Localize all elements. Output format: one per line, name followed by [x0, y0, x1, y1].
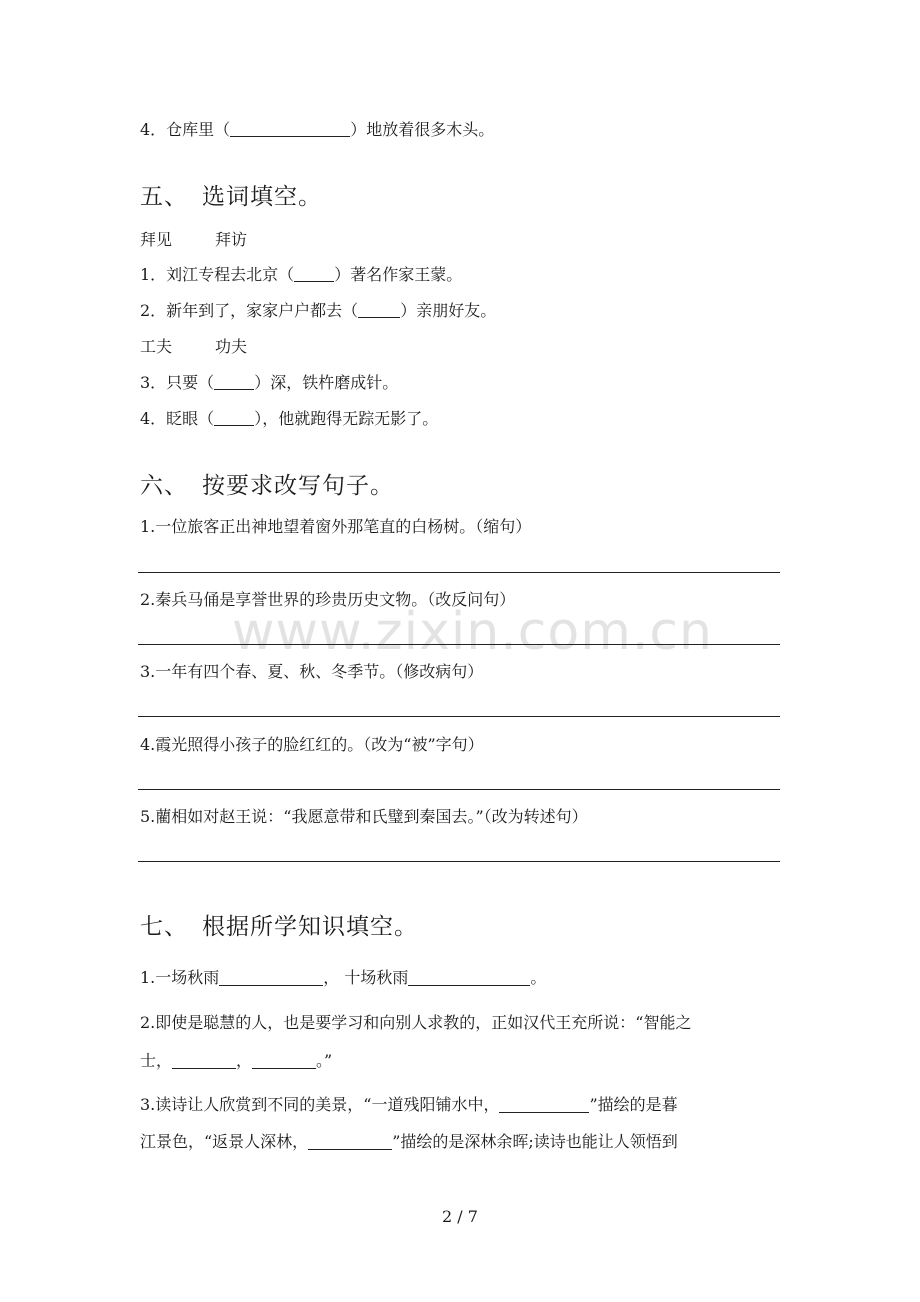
fill-question: [140, 1094, 678, 1116]
question-text: 江景色，“返景人深林，: [140, 1132, 309, 1151]
question-text: 1．刘江专程去北京（: [140, 265, 295, 284]
fill-question: [140, 967, 546, 989]
fill-question: [140, 1050, 332, 1072]
answer-blank[interactable]: [214, 375, 254, 390]
word-option: 工夫: [140, 337, 173, 356]
word-option: 功夫: [215, 337, 248, 356]
question-text: ）深，铁杵磨成针。: [254, 373, 399, 392]
question-text: 4．仓库里（: [140, 120, 231, 139]
page-number: 2 / 7: [442, 1207, 478, 1226]
answer-line[interactable]: [138, 716, 780, 717]
question-text: ，: [236, 1051, 253, 1070]
watermark: www.zixin.com.cn: [232, 602, 713, 662]
question-text: ）亲朋好友。: [400, 301, 497, 320]
question-text: ”描绘的是深林余晖;读诗也能让人领悟到: [392, 1132, 678, 1151]
answer-blank[interactable]: [358, 303, 400, 318]
question-text: 1.一场秋雨: [140, 968, 220, 987]
fill-question: [140, 372, 398, 394]
answer-blank[interactable]: [499, 1096, 589, 1113]
answer-line[interactable]: [138, 789, 780, 790]
answer-line[interactable]: [138, 861, 780, 862]
question-text: 。: [530, 968, 547, 987]
question-text: ”描绘的是暮: [589, 1095, 678, 1114]
fill-question: [140, 1131, 678, 1153]
rewrite-question: 2.秦兵马俑是享誉世界的珍贵历史文物。（改反问句）: [140, 590, 516, 609]
section-title: 按要求改写句子。: [202, 473, 394, 499]
question-text: 2．新年到了，家家户户都去（: [140, 301, 359, 320]
section-number: 六、: [140, 473, 188, 499]
fill-question-4: [140, 119, 494, 141]
fill-question-line: 2.即使是聪慧的人，也是要学习和向别人求教的，正如汉代王充所说：“智能之: [140, 1013, 692, 1032]
section-title: 根据所学知识填空。: [202, 914, 418, 940]
section-number: 七、: [140, 914, 188, 940]
answer-blank[interactable]: [252, 1052, 316, 1069]
answer-blank[interactable]: [294, 267, 334, 282]
question-text: 3.读诗让人欣赏到不同的美景，“一道残阳铺水中，: [140, 1095, 500, 1114]
answer-line[interactable]: [138, 572, 780, 573]
answer-blank[interactable]: [219, 969, 323, 986]
rewrite-question: 1.一位旅客正出神地望着窗外那笔直的白杨树。（缩句）: [140, 517, 532, 536]
section-number: 五、: [140, 184, 188, 210]
question-text: ），他就跑得无踪无影了。: [254, 409, 439, 428]
fill-question: [140, 264, 462, 286]
question-text: 。”: [316, 1051, 333, 1070]
answer-blank[interactable]: [230, 122, 350, 137]
fill-question: [140, 300, 496, 322]
rewrite-question: 3.一年有四个春、夏、秋、冬季节。（修改病句）: [140, 662, 484, 681]
word-choice-pair-2: [140, 336, 247, 358]
question-text: ， 十场秋雨: [323, 968, 409, 987]
answer-blank[interactable]: [172, 1052, 236, 1069]
question-text: ）地放着很多木头。: [350, 120, 495, 139]
rewrite-question: 4.霞光照得小孩子的脸红红的。（改为“被”字句）: [140, 735, 484, 754]
question-text: 4．眨眼（: [140, 409, 215, 428]
answer-blank[interactable]: [214, 411, 254, 426]
question-text: 士，: [140, 1051, 173, 1070]
section-heading-6: [140, 471, 394, 501]
answer-blank[interactable]: [308, 1133, 392, 1150]
fill-question: [140, 408, 438, 430]
question-text: 3．只要（: [140, 373, 215, 392]
answer-line[interactable]: [138, 644, 780, 645]
word-option: 拜访: [215, 230, 248, 249]
question-text: ）著名作家王蒙。: [334, 265, 463, 284]
section-heading-7: [140, 912, 418, 942]
word-choice-pair-1: [140, 229, 247, 251]
section-heading-5: [140, 182, 322, 212]
word-option: 拜见: [140, 230, 173, 249]
section-title: 选词填空。: [202, 184, 322, 210]
answer-blank[interactable]: [408, 969, 530, 986]
rewrite-question: 5.藺相如对赵王说：“我愿意带和氏璧到秦国去。”（改为转述句）: [140, 807, 588, 826]
